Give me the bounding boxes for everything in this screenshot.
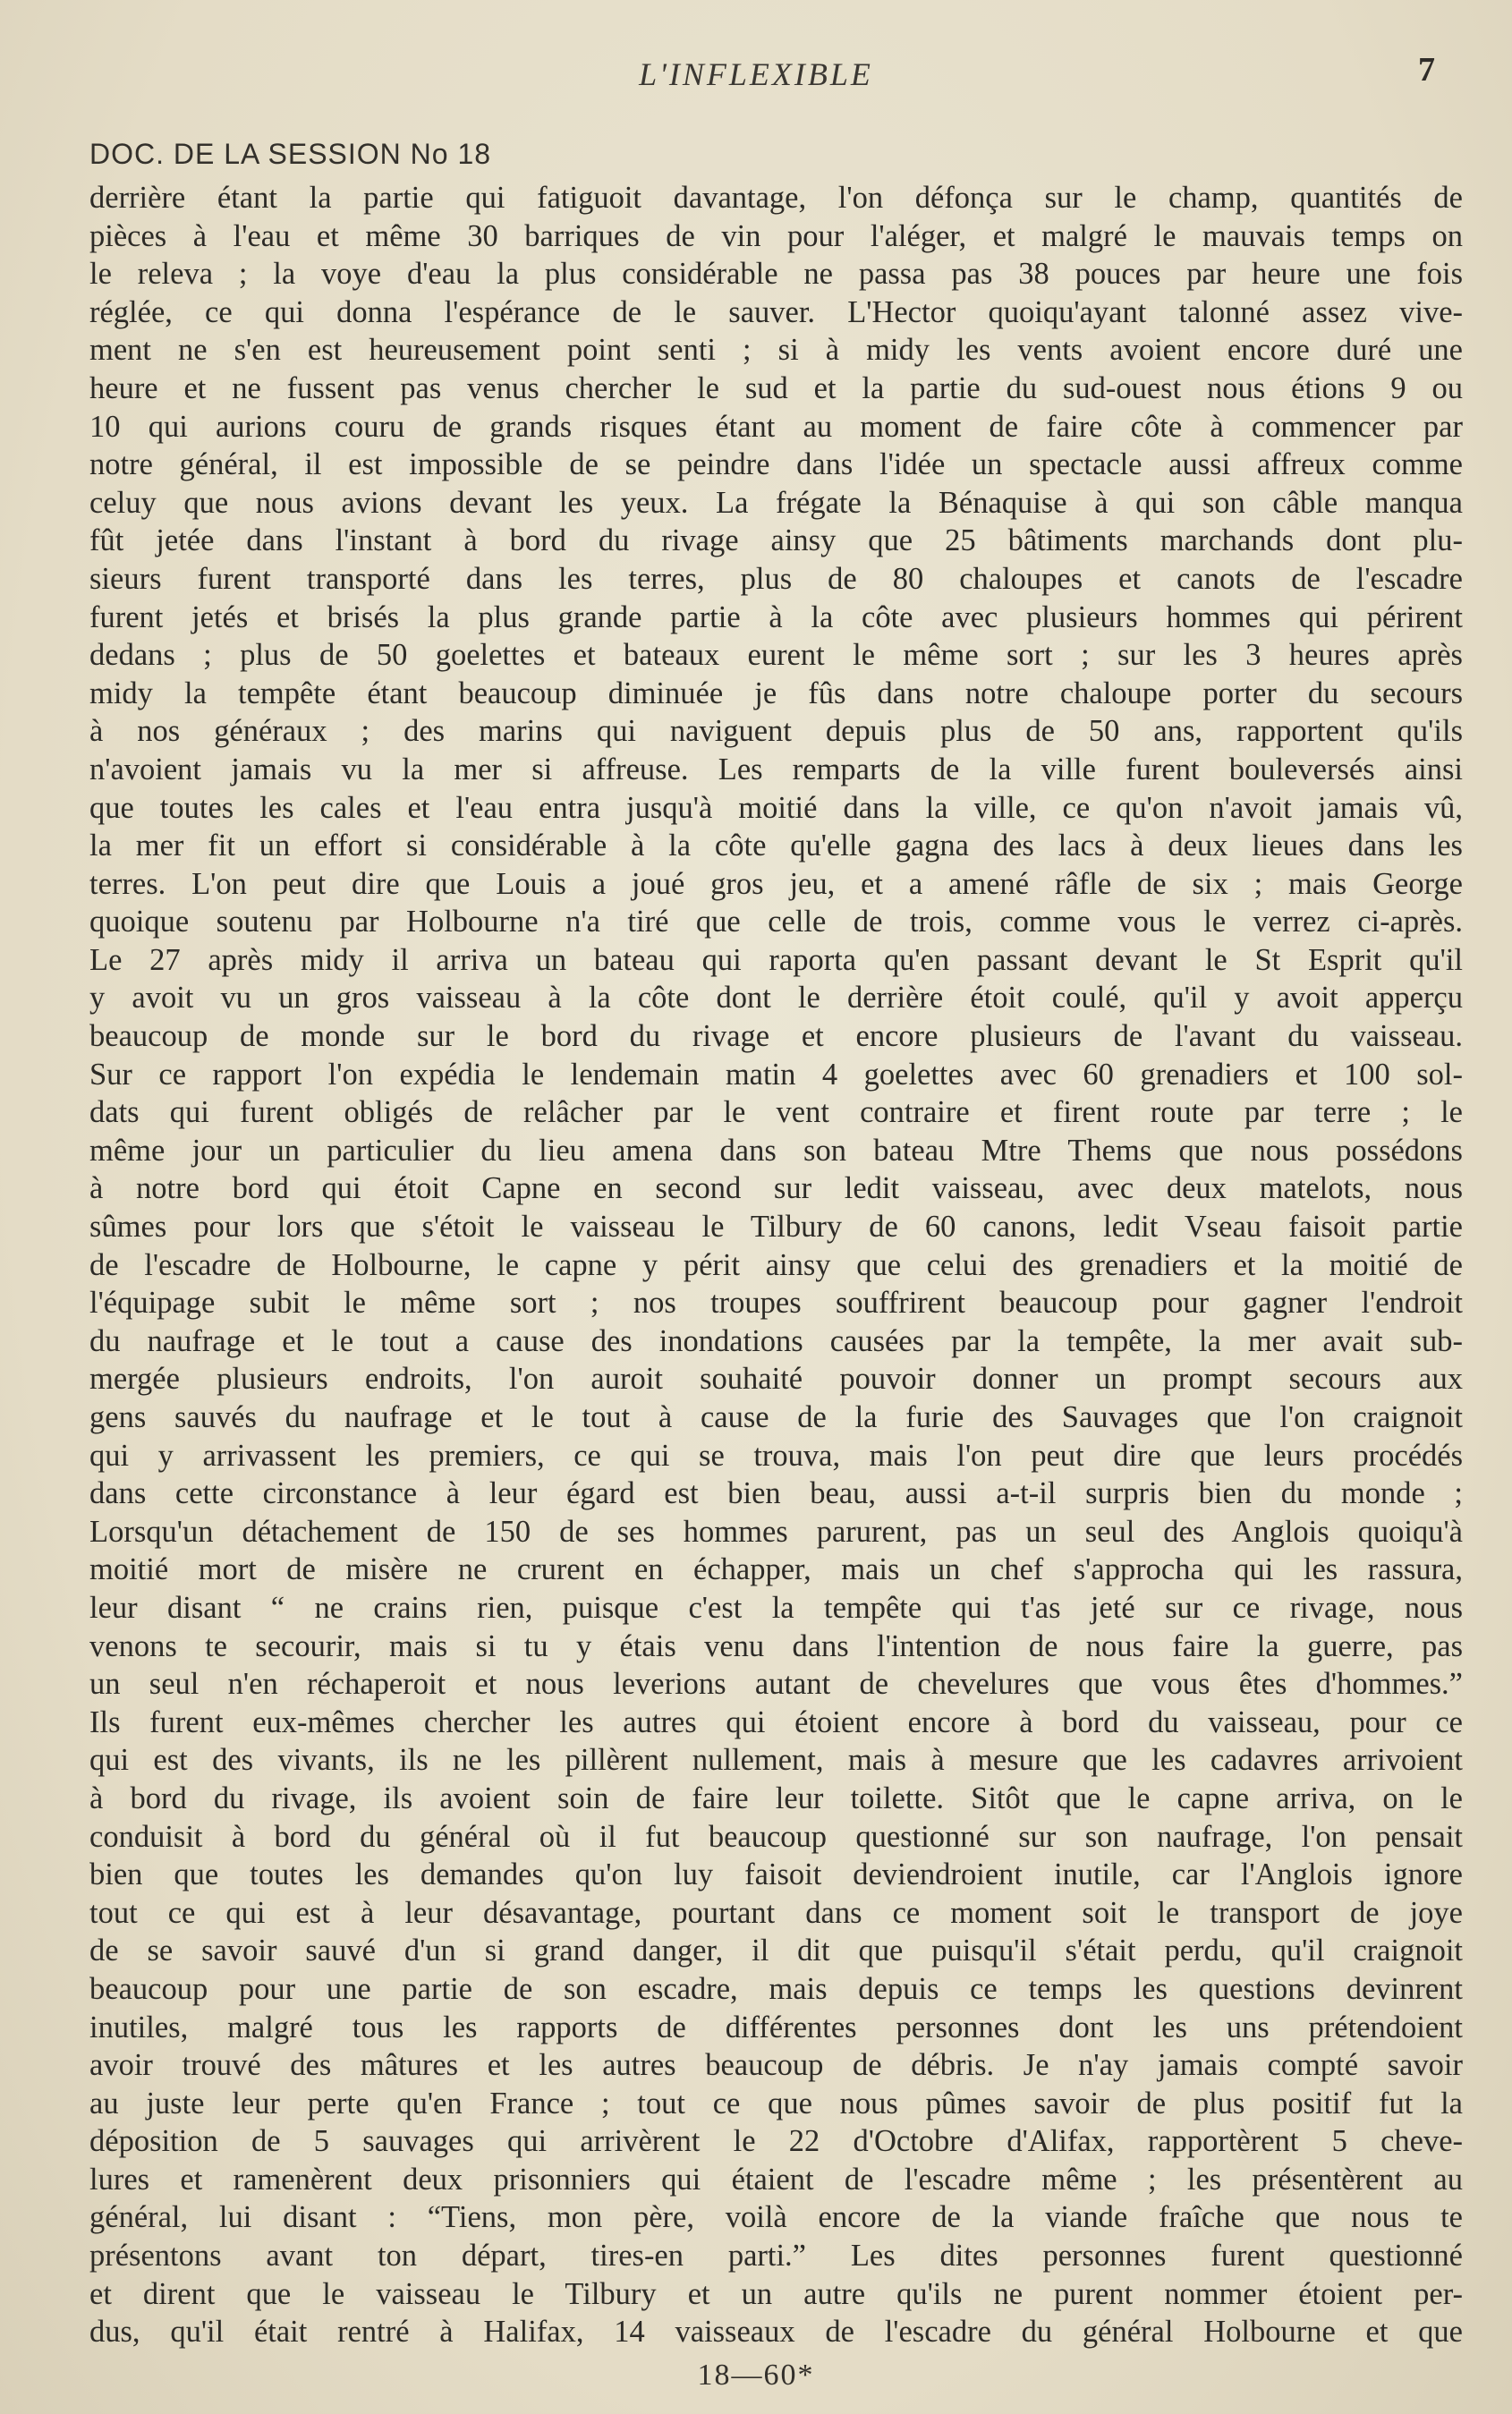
text-line: général, lui disant : “Tiens, mon père, voilà encore de la viande fraîche que nous te [89,2200,1463,2235]
text-line: mergée plusieurs endroits, l'on auroit souhaité pouvoir donner un prompt secours aux [89,1362,1463,1397]
text-line: gens sauvés du naufrage et le tout à cause de la furie des Sauvages que l'on craignoit [89,1400,1463,1434]
text-line: n'avoient jamais vu la mer si affreuse. Les remparts de la ville furent bouleversés ainsi [89,752,1463,786]
text-line: de se savoir sauvé d'un si grand danger, il dit que puisqu'il s'était perdu, qu'il craignoit [89,1934,1463,1968]
text-line: sieurs furent transporté dans les terres, plus de 80 chaloupes et canots de l'escadre [89,561,1463,596]
text-line: heure et ne fussent pas venus chercher le sud et la partie du sud-ouest nous étions 9 ou [89,370,1463,405]
text-line: ment ne s'en est heureusement point senti ; si à midy les vents avoient encore duré une [89,333,1463,368]
text-line: présentons avant ton départ, tires-en parti.” Les dites personnes furent questionné [89,2239,1463,2274]
text-line: et dirent que le vaisseau le Tilbury et un autre qu'ils ne purent nommer étoient per- [89,2276,1463,2311]
text-line: l'équipage subit le même sort ; nos troupes souffrirent beaucoup pour gagner l'endroit [89,1286,1463,1321]
text-line: du naufrage et le tout a cause des inondations causées par la tempête, la mer avait sub- [89,1323,1463,1358]
text-line: la mer fit un effort si considérable à la côte qu'elle gagna des lacs à deux lieues dans les [89,829,1463,863]
text-line: 10 qui aurions couru de grands risques étant au moment de faire côte à commencer par [89,409,1463,444]
text-line: de l'escadre de Holbourne, le capne y périt ainsy que celui des grenadiers et la moitié de [89,1247,1463,1282]
text-line: Le 27 après midy il arriva un bateau qui raporta qu'en passant devant le St Esprit qu'il [89,942,1463,977]
text-line: venons te secourir, mais si tu y étais venu dans l'intention de nous faire la guerre, pas [89,1628,1463,1663]
text-line: sûmes pour lors que s'étoit le vaisseau le Tilbury de 60 canons, ledit Vseau faisoit partie [89,1210,1463,1245]
text-line: celuy que nous avions devant les yeux. La frégate la Bénaquise à qui son câble manqua [89,485,1463,520]
text-line: qui est des vivants, ils ne les pillèrent nullement, mais à mesure que les cadavres arrivoient [89,1743,1463,1778]
text-line: bien que toutes les demandes qu'on luy faisoit deviendroient inutile, car l'Anglois ignore [89,1857,1463,1892]
text-line: dats qui furent obligés de relâcher par le vent contraire et firent route par terre ; le [89,1095,1463,1130]
text-line: beaucoup pour une partie de son escadre, mais depuis ce temps les questions devinrent [89,1971,1463,2006]
text-line: avoir trouvé des mâtures et les autres beaucoup de débris. Je n'ay jamais compté savoir [89,2048,1463,2083]
text-line: à nos généraux ; des marins qui naviguent depuis plus de 50 ans, rapportent qu'ils [89,714,1463,749]
text-line: qui y arrivassent les premiers, ce qui se trouva, mais l'on peut dire que leurs procédés [89,1438,1463,1473]
text-line: Sur ce rapport l'on expédia le lendemain matin 4 goelettes avec 60 grenadiers et 100 sol- [89,1057,1463,1092]
text-line: y avoit vu un gros vaisseau à la côte dont le derrière étoit coulé, qu'il y avoit apperçu [89,981,1463,1016]
body-text [89,179,1463,2351]
text-line: pièces à l'eau et même 30 barriques de vin pour l'aléger, et malgré le mauvais temps on [89,218,1463,253]
text-line: réglée, ce qui donna l'espérance de le sauver. L'Hector quoiqu'ayant talonné assez vive- [89,294,1463,329]
text-line: le releva ; la voye d'eau la plus considérable ne passa pas 38 pouces par heure une fois [89,257,1463,292]
text-line: déposition de 5 sauvages qui arrivèrent le 22 d'Octobre d'Alifax, rapportèrent 5 cheve- [89,2124,1463,2159]
text-line: quoique soutenu par Holbourne n'a tiré que celle de trois, comme vous le verrez ci-après. [89,905,1463,939]
text-line: Lorsqu'un détachement de 150 de ses hommes parurent, pas un seul des Anglois quoiqu'à [89,1514,1463,1549]
text-line: fût jetée dans l'instant à bord du rivage ainsy que 25 bâtiments marchands dont plu- [89,523,1463,558]
text-line: beaucoup de monde sur le bord du rivage et encore plusieurs de l'avant du vaisseau. [89,1019,1463,1054]
text-line: midy la tempête étant beaucoup diminuée je fûs dans notre chaloupe porter du secours [89,676,1463,710]
text-line: notre général, il est impossible de se peindre dans l'idée un spectacle aussi affreux comme [89,447,1463,482]
text-line: inutiles, malgré tous les rapports de différentes personnes dont les uns prétendoient [89,2010,1463,2044]
text-line: derrière étant la partie qui fatiguoit davantage, l'on défonça sur le champ, quantités de [89,181,1463,215]
text-line: furent jetés et brisés la plus grande partie à la côte avec plusieurs hommes qui périrent [89,599,1463,634]
running-title: L'INFLEXIBLE [639,56,873,92]
text-line: à bord du rivage, ils avoient soin de faire leur toilette. Sitôt que le capne arriva, on le [89,1781,1463,1815]
text-line: que toutes les cales et l'eau entra jusqu'à moitié dans la ville, ce qu'on n'avoit jamais vû, [89,790,1463,825]
text-line: même jour un particulier du lieu amena dans son bateau Mtre Thems que nous possédons [89,1133,1463,1168]
text-line: moitié mort de misère ne crurent en échapper, mais un chef s'approcha qui les rassura, [89,1552,1463,1587]
text-line: terres. L'on peut dire que Louis a joué gros jeu, et a amené râfle de six ; mais George [89,866,1463,901]
page-number: 7 [1418,51,1435,89]
session-heading: DOC. DE LA SESSION No 18 [89,138,492,170]
text-line: leur disant “ ne crains rien, puisque c'est la tempête qui t'as jeté sur ce rivage, nous [89,1590,1463,1625]
text-line: dedans ; plus de 50 goelettes et bateaux eurent le même sort ; sur les 3 heures après [89,638,1463,673]
text-line: à notre bord qui étoit Capne en second sur ledit vaisseau, avec deux matelots, nous [89,1171,1463,1206]
text-line: un seul n'en réchaperoit et nous leverions autant de chevelures que vous êtes d'hommes.” [89,1667,1463,1702]
text-line: Ils furent eux-mêmes chercher les autres qui étoient encore à bord du vaisseau, pour ce [89,1704,1463,1739]
text-line: conduisit à bord du général où il fut beaucoup questionné sur son naufrage, l'on pensait [89,1819,1463,1854]
printer-signature: 18—60* [697,2359,815,2392]
text-line: tout ce qui est à leur désavantage, pourtant dans ce moment soit le transport de joye [89,1895,1463,1930]
text-line: dans cette circonstance à leur égard est bien beau, aussi a-t-il surpris bien du monde ; [89,1476,1463,1511]
text-line: lures et ramenèrent deux prisonniers qui étaient de l'escadre même ; les présentèrent au [89,2162,1463,2197]
text-line: au juste leur perte qu'en France ; tout ce que nous pûmes savoir de plus positif fut la [89,2086,1463,2121]
text-line: dus, qu'il était rentré à Halifax, 14 vaisseaux de l'escadre du général Holbourne et que [89,2315,1463,2350]
